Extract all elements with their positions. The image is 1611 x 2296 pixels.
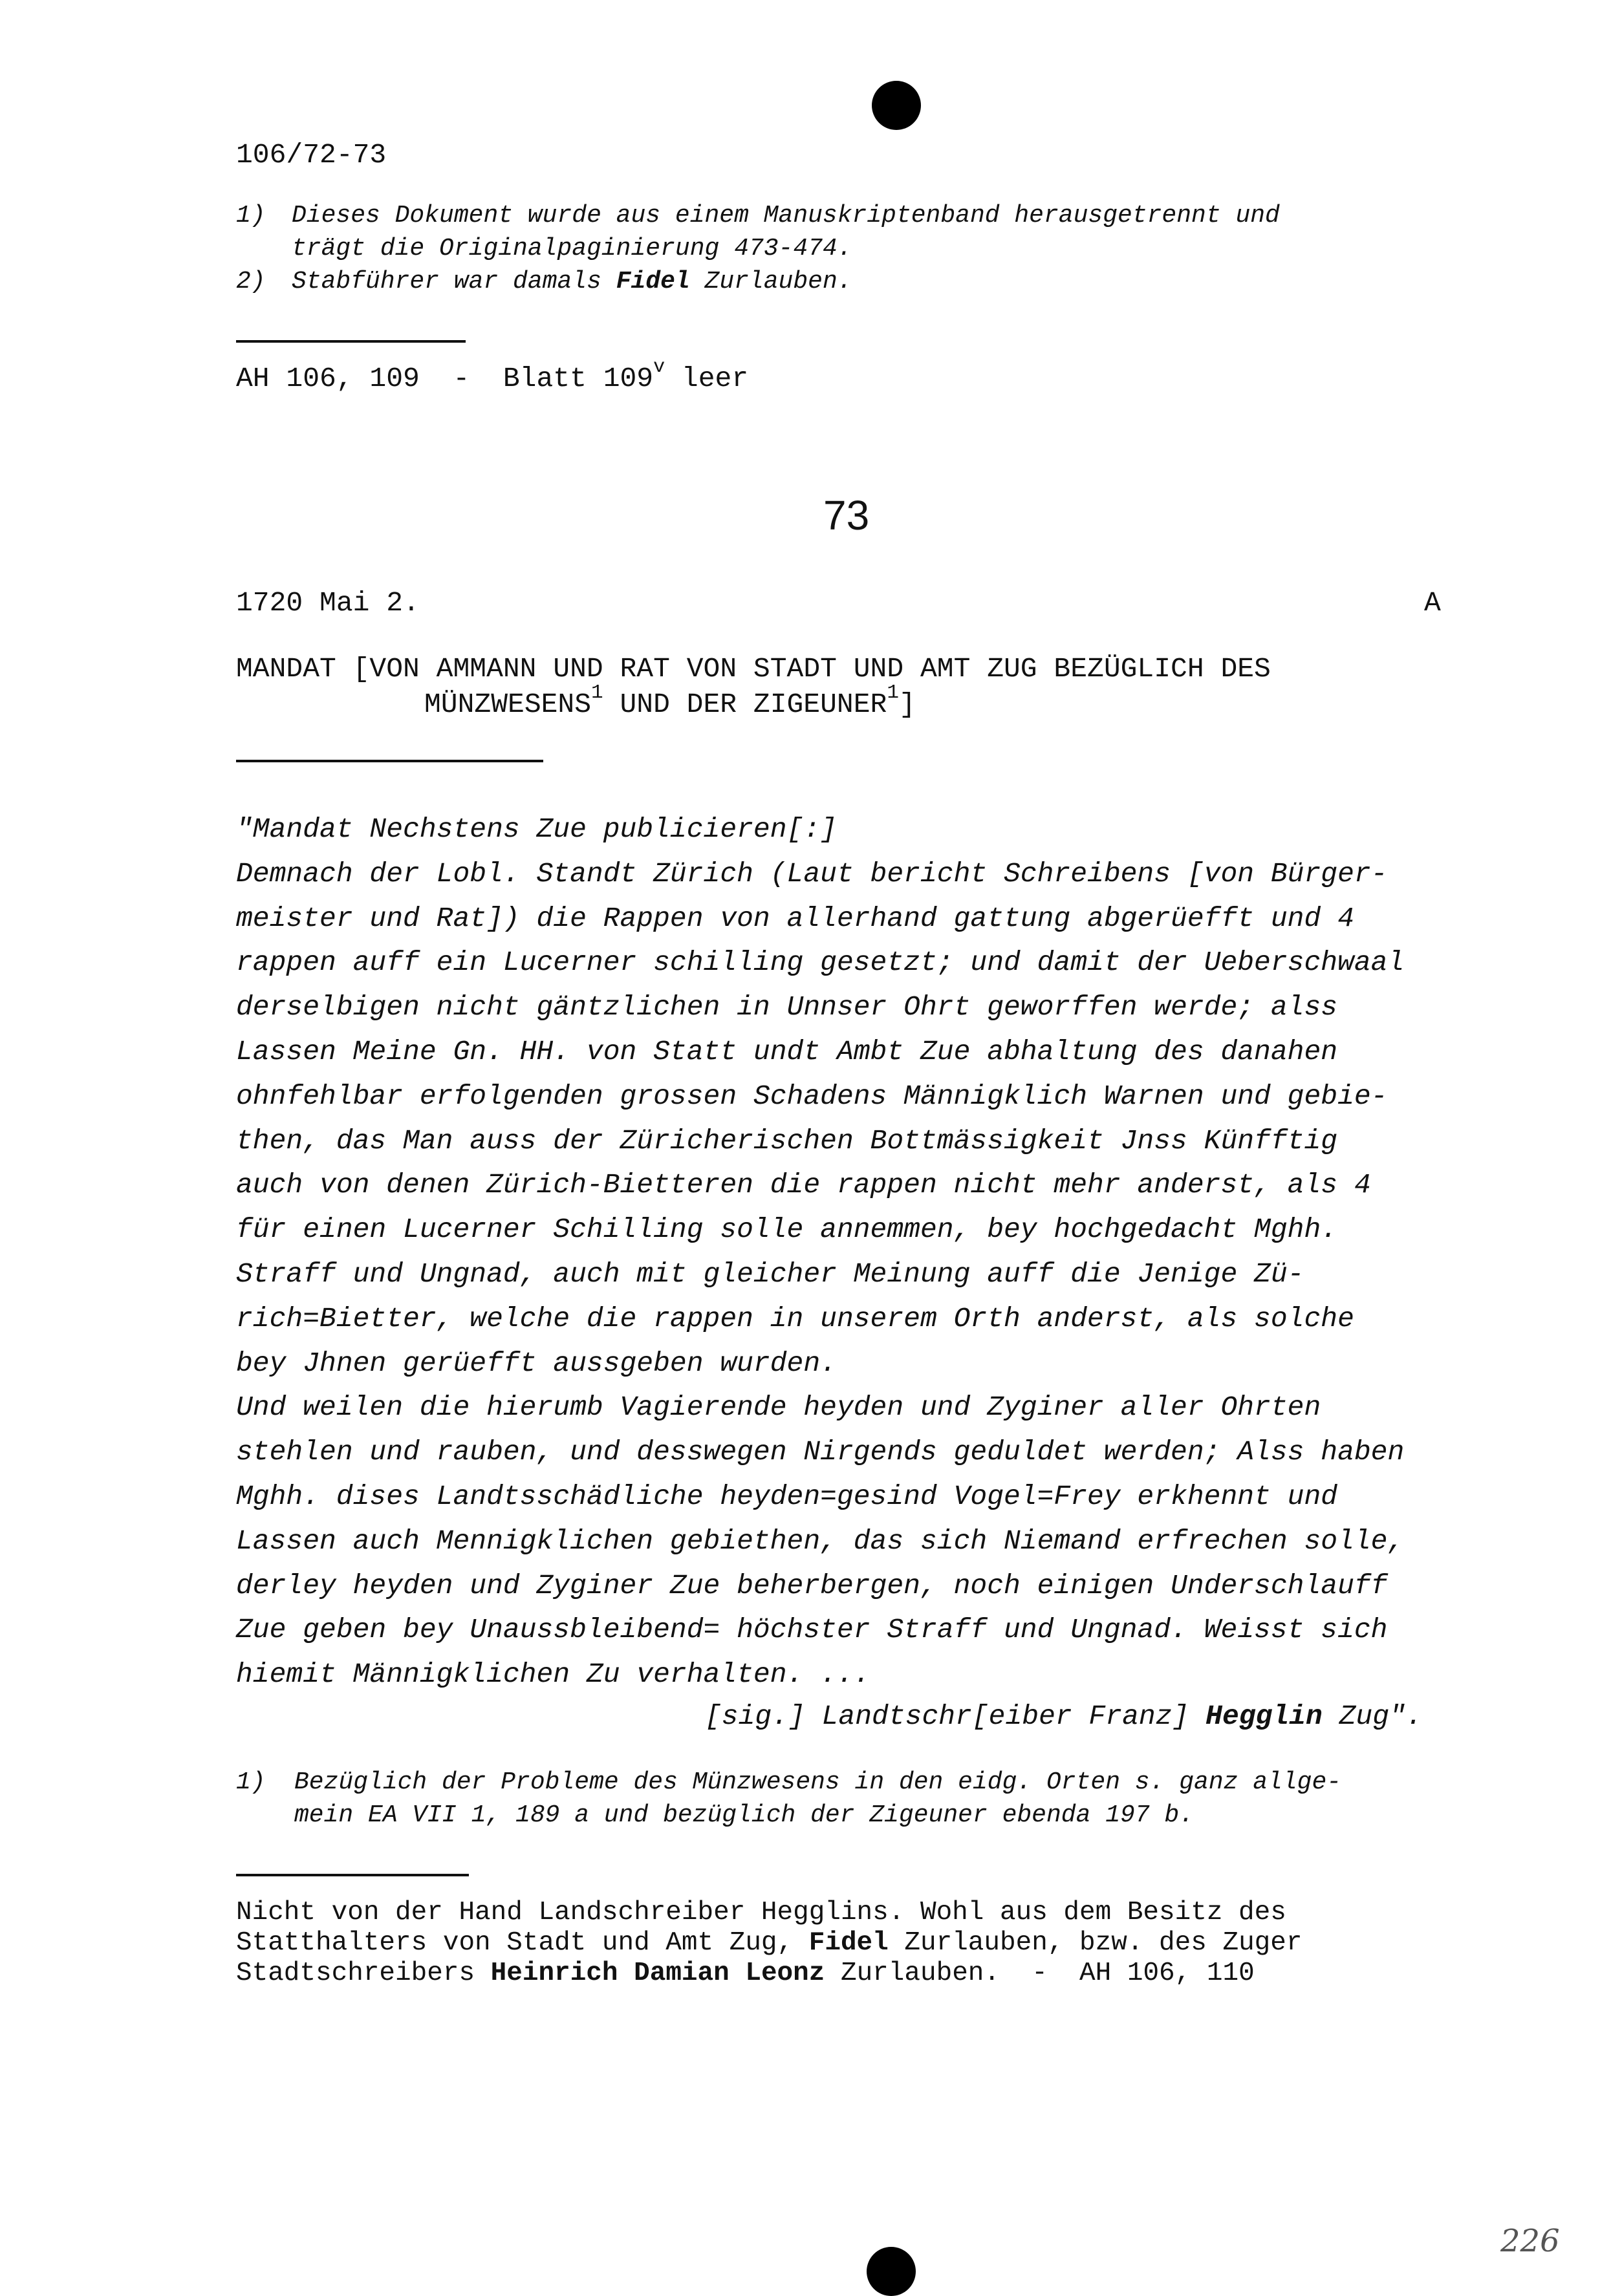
body-line: Lassen auch Mennigklichen gebiethen, das sich Niemand erfrechen solle, xyxy=(236,1525,1405,1557)
top-footnote-2 xyxy=(236,268,852,295)
bottom-footnote xyxy=(236,1768,1341,1796)
provenance-line1: Nicht von der Hand Landschreiber Hegglins. Wohl aus dem Besitz des xyxy=(236,1898,1286,1927)
document-number: 73 xyxy=(823,492,870,539)
body-line: Straff und Ungnad, auch mit gleicher Meinung auff die Jenige Zü- xyxy=(236,1258,1304,1290)
title-part: UND DER ZIGEUNER xyxy=(603,689,887,720)
provenance-name: Heinrich Damian Leonz xyxy=(490,1958,825,1988)
body-line: Demnach der Lobl. Standt Zürich (Laut bericht Schreibens [von Bürger- xyxy=(236,858,1388,890)
document-title-line2 xyxy=(424,681,916,720)
divider-rule xyxy=(236,340,466,343)
footnote-bold-name: Fidel xyxy=(616,268,690,295)
handwritten-page-mark: 226 xyxy=(1500,2223,1560,2259)
title-part: ] xyxy=(898,689,916,720)
provenance-text: Statthalters von Stadt und Amt Zug, xyxy=(236,1928,809,1958)
body-line: Mghh. dises Landtsschädliche heyden=gesind Vogel=Frey erkhennt und xyxy=(236,1481,1338,1512)
archive-prefix: AH 106, 109 - Blatt 109 xyxy=(236,363,654,394)
provenance-text: Zurlauben, bzw. des Zuger xyxy=(888,1928,1303,1958)
body-line: derselbigen nicht gäntzlichen in Unnser Ohrt geworffen werde; alss xyxy=(236,991,1338,1023)
body-line: ohnfehlbar erfolgenden grossen Schadens Männigklich Warnen und gebie- xyxy=(236,1080,1388,1112)
divider-rule xyxy=(236,1874,469,1876)
reference-code: 106/72-73 xyxy=(236,139,387,171)
bottom-footnote-cont: mein EA VII 1, 189 a und bezüglich der Zigeuner ebenda 197 b. xyxy=(294,1801,1195,1829)
body-line: rappen auff ein Lucerner schilling gesetzt; und damit der Ueberschwaal xyxy=(236,947,1405,978)
footnote-text-end: Zurlauben. xyxy=(689,268,852,295)
signature-name: Hegglin xyxy=(1206,1701,1323,1732)
archive-suffix: leer xyxy=(665,363,749,394)
punch-hole-bottom xyxy=(867,2247,916,2296)
body-line: Lassen Meine Gn. HH. von Statt undt Ambt Zue abhaltung des danahen xyxy=(236,1036,1338,1068)
footnote-number: 1) xyxy=(236,1768,266,1796)
body-line: stehlen und rauben, und desswegen Nirgends geduldet werden; Alss haben xyxy=(236,1436,1405,1468)
body-line: auch von denen Zürich-Bietteren die rappen nicht mehr anderst, als 4 xyxy=(236,1169,1371,1201)
document-letter: A xyxy=(1424,587,1441,619)
document-date: 1720 Mai 2. xyxy=(236,587,420,619)
punch-hole-top xyxy=(872,81,921,130)
body-line: Und weilen die hierumb Vagierende heyden und Zyginer aller Ohrten xyxy=(236,1391,1321,1423)
body-line: bey Jhnen gerüefft aussgeben wurden. xyxy=(236,1347,837,1379)
title-sup: 1 xyxy=(887,681,899,704)
archive-sup: v xyxy=(653,356,665,378)
signature-end: Zug". xyxy=(1322,1701,1423,1732)
body-line: then, das Man auss der Züricherischen Bottmässigkeit Jnss Künfftig xyxy=(236,1125,1338,1157)
title-part: MÜNZWESENS xyxy=(424,689,592,720)
top-footnote-1-cont: trägt die Originalpaginierung 473-474. xyxy=(292,235,852,263)
body-line: hiemit Männigklichen Zu verhalten. ... xyxy=(236,1658,870,1690)
provenance-text: Zurlauben. - AH 106, 110 xyxy=(825,1958,1255,1988)
body-line: für einen Lucerner Schilling solle annemmen, bey hochgedacht Mghh. xyxy=(236,1214,1338,1245)
body-line: Zue geben bey Unaussbleibend= höchster Straff und Ungnad. Weisst sich xyxy=(236,1614,1388,1646)
provenance-line2 xyxy=(236,1928,1303,1958)
footnote-number: 1) xyxy=(236,202,266,230)
body-line: derley heyden und Zyginer Zue beherbergen, noch einigen Underschlauff xyxy=(236,1570,1388,1602)
footnote-text: Stabführer war damals xyxy=(292,268,616,295)
top-footnote-1 xyxy=(236,202,1280,230)
body-line: meister und Rat]) die Rappen von allerhand gattung abgerüefft und 4 xyxy=(236,903,1354,934)
provenance-text: Stadtschreibers xyxy=(236,1958,491,1988)
signature-text: [sig.] Landtschr[eiber Franz] xyxy=(705,1701,1206,1732)
body-line: rich=Bietter, welche die rappen in unserem Orth anderst, als solche xyxy=(236,1303,1354,1335)
archive-reference xyxy=(236,356,749,394)
provenance-name: Fidel xyxy=(808,1928,889,1958)
divider-rule xyxy=(236,760,543,762)
footnote-text: Dieses Dokument wurde aus einem Manuskriptenband herausgetrennt und xyxy=(292,202,1280,230)
body-line: "Mandat Nechstens Zue publicieren[:] xyxy=(236,813,837,845)
footnote-number: 2) xyxy=(236,268,266,295)
document-title-line1: MANDAT [VON AMMANN UND RAT VON STADT UND AMT ZUG BEZÜGLICH DES xyxy=(236,653,1271,685)
signature-line xyxy=(705,1701,1423,1732)
footnote-text: Bezüglich der Probleme des Münzwesens in den eidg. Orten s. ganz allge- xyxy=(294,1768,1342,1796)
provenance-line3 xyxy=(236,1958,1255,1988)
title-sup: 1 xyxy=(591,681,603,704)
